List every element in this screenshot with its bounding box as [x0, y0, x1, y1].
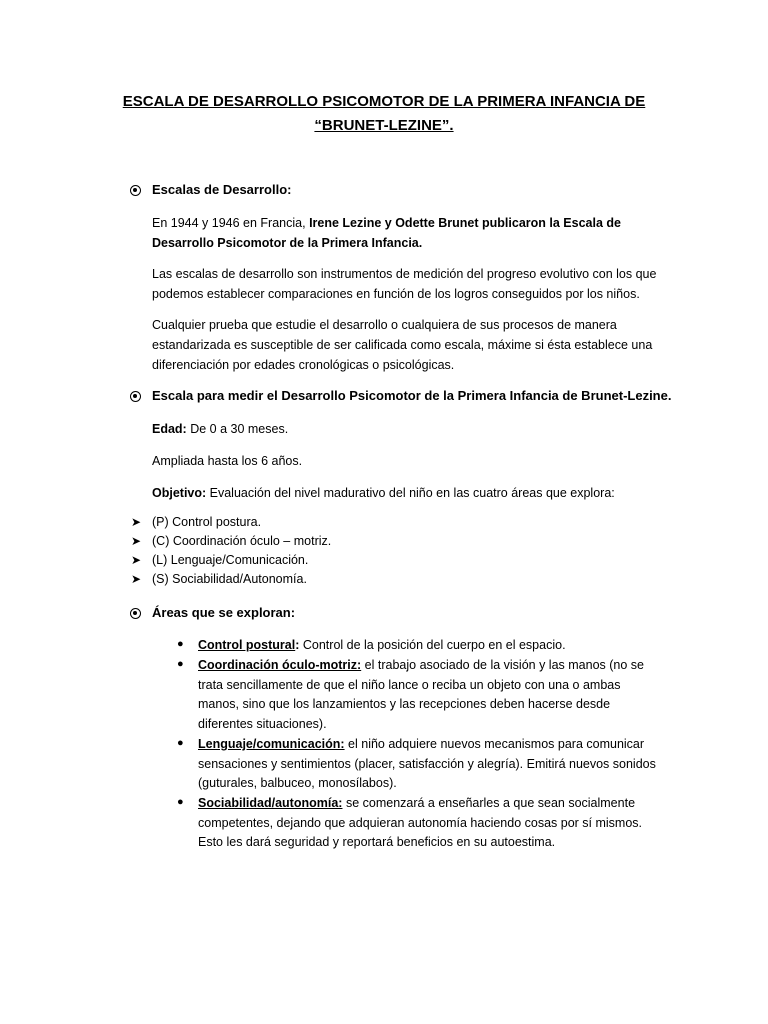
paragraph-line: podemos establecer comparaciones en función de los logros conseguidos por los niños.: [152, 287, 640, 301]
list-item-text: el trabajo asociado de la visión y las manos (no se: [364, 658, 644, 672]
arrowhead-icon: ➤: [131, 515, 142, 529]
list-item-line: trata sencillamente de que el niño lance o reciba un objeto con una o ambas: [198, 677, 621, 692]
edad-line: [152, 419, 288, 439]
list-item-text: el niño adquiere nuevos mecanismos para comunicar: [348, 737, 645, 751]
section-heading-areas: Áreas que se exploran:: [152, 605, 296, 620]
area-item-p: (P) Control postura.: [152, 515, 262, 529]
paragraph-line: estandarizada es susceptible de ser calificada como escala, máxime si ésta establece una: [152, 338, 653, 352]
list-item-sociabilidad: [198, 794, 642, 853]
paragraph-line: diferenciación por edades cronológicas o psicológicas.: [152, 358, 455, 372]
list-item-term: Coordinación óculo-motriz:: [198, 658, 362, 672]
list-item-text: Control de la posición del cuerpo en el espacio.: [302, 638, 566, 652]
list-item-line: manos, sino que los lanzamientos y las recepciones deben hacerse desde: [198, 697, 611, 711]
bullet-dot-icon: ●: [177, 737, 184, 749]
arrowhead-icon: ➤: [131, 534, 142, 548]
circle-dot-icon: [130, 608, 141, 619]
list-item-lenguaje: [198, 735, 656, 794]
list-item-coordinacion: [198, 656, 644, 734]
arrowhead-icon: ➤: [131, 572, 142, 586]
document-title: [100, 90, 668, 138]
paragraph-line: Cualquier prueba que estudie el desarrollo o cualquiera de sus procesos de manera: [152, 318, 617, 332]
section-heading-escalas: Escalas de Desarrollo:: [152, 182, 292, 197]
list-item-term: Control postural: [198, 638, 296, 652]
title-line-1: ESCALA DE DESARROLLO PSICOMOTOR DE LA PRIMERA INFANCIA DE: [122, 93, 646, 110]
paragraph-definicion: [152, 264, 656, 304]
edad-label: Edad:: [152, 422, 187, 436]
paragraph-line: [152, 213, 621, 233]
list-item-line: [198, 656, 644, 676]
list-item-line: (guturales, balbuceo, monosílabos).: [198, 776, 397, 790]
section-heading-escala-brunet: Escala para medir el Desarrollo Psicomotor de la Primera Infancia de Brunet-Lezine.: [152, 388, 672, 403]
list-item-line: [198, 735, 656, 755]
paragraph-bold-line: Desarrollo Psicomotor de la Primera Infancia.: [152, 236, 423, 250]
paragraph-bold-text: Irene Lezine y Odette Brunet publicaron la Escala de: [309, 216, 621, 230]
list-item-term: Sociabilidad/autonomía:: [198, 796, 343, 810]
paragraph-line: Las escalas de desarrollo son instrumentos de medición del progreso evolutivo con los que: [152, 267, 657, 281]
circle-dot-icon: [130, 391, 141, 402]
list-item-line: sensaciones y sentimientos (placer, satisfacción y alegría). Emitirá nuevos sonidos: [198, 756, 656, 771]
list-item-line: [198, 636, 566, 656]
area-item-s: (S) Sociabilidad/Autonomía.: [152, 572, 307, 586]
list-item-control-postural: [198, 636, 566, 656]
circle-dot-icon: [130, 185, 141, 196]
list-item-line: diferentes situaciones).: [198, 716, 327, 731]
list-item-line: competentes, dejando que adquieran autonomía haciendo cosas por sí mismos.: [198, 815, 643, 830]
paragraph-historia: [152, 213, 621, 253]
list-item-line: Esto les dará seguridad y reportará beneficios en su autoestima.: [198, 835, 556, 849]
arrowhead-icon: ➤: [131, 553, 142, 567]
list-item-text: se comenzará a enseñarles a que sean socialmente: [345, 796, 636, 810]
objetivo-label: Objetivo:: [152, 486, 207, 500]
list-item-term: Lenguaje/comunicación:: [198, 737, 345, 751]
bullet-dot-icon: ●: [177, 658, 184, 670]
objetivo-value: Evaluación del nivel madurativo del niño en las cuatro áreas que explora:: [206, 486, 615, 500]
list-item-colon: :: [295, 638, 300, 652]
edad-value: De 0 a 30 meses.: [186, 422, 289, 436]
area-item-c: (C) Coordinación óculo – motriz.: [152, 534, 332, 548]
area-item-l: (L) Lenguaje/Comunicación.: [152, 553, 309, 567]
title-line-2: “BRUNET-LEZINE”.: [314, 117, 454, 134]
bullet-dot-icon: ●: [177, 796, 184, 808]
ampliada-line: Ampliada hasta los 6 años.: [152, 454, 303, 468]
bullet-dot-icon: ●: [177, 638, 184, 650]
list-item-line: [198, 794, 642, 814]
paragraph-prueba: [152, 315, 652, 375]
paragraph-text: En 1944 y 1946 en Francia,: [152, 216, 310, 230]
objetivo-line: [152, 483, 615, 503]
